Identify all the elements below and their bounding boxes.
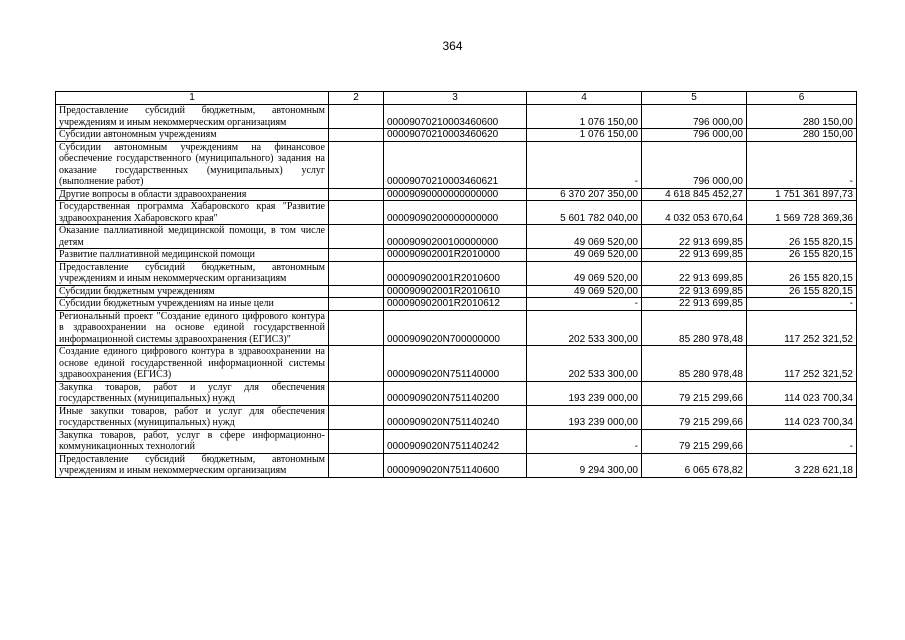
row-col2 <box>329 141 384 188</box>
row-col2 <box>329 105 384 129</box>
row-value-col5: 796 000,00 <box>642 141 747 188</box>
row-value-col6: 26 155 820,15 <box>747 261 857 285</box>
row-description: Субсидии бюджетным учреждениям <box>56 285 329 298</box>
row-description: Предоставление субсидий бюджетным, автономным учреждениям и иным некоммерческим организациям <box>56 453 329 477</box>
row-value-col4: 193 239 000,00 <box>527 381 642 405</box>
row-description: Закупка товаров, работ, услуг в сфере информационно-коммуникационных технологий <box>56 429 329 453</box>
row-value-col4: - <box>527 298 642 311</box>
row-description: Иные закупки товаров, работ и услуг для обеспечения государственных (муниципальных) нужд <box>56 405 329 429</box>
row-col2 <box>329 346 384 382</box>
row-value-col5: 4 618 845 452,27 <box>642 188 747 201</box>
row-value-col6: 26 155 820,15 <box>747 285 857 298</box>
row-value-col5: 85 280 978,48 <box>642 346 747 382</box>
table-body <box>56 105 857 478</box>
column-header-1: 1 <box>56 92 329 105</box>
row-description: Предоставление субсидий бюджетным, автономным учреждениям и иным некоммерческим организациям <box>56 105 329 129</box>
row-description: Другие вопросы в области здравоохранения <box>56 188 329 201</box>
row-code: 00009090200100000000 <box>384 225 527 249</box>
row-col2 <box>329 429 384 453</box>
table-row <box>56 201 857 225</box>
row-col2 <box>329 261 384 285</box>
row-value-col4: 49 069 520,00 <box>527 261 642 285</box>
row-code: 00009070210003460600 <box>384 105 527 129</box>
row-code: 0000909020N751140600 <box>384 453 527 477</box>
row-code: 00009070210003460620 <box>384 129 527 142</box>
row-value-col6: 1 569 728 369,36 <box>747 201 857 225</box>
row-value-col4: 193 239 000,00 <box>527 405 642 429</box>
row-value-col5: 22 913 699,85 <box>642 225 747 249</box>
row-description: Субсидии автономным учреждениям на финансовое обеспечение государственного (муниципального) задания на оказание государственных (муниципальных) услуг (выполнение работ) <box>56 141 329 188</box>
table-row <box>56 141 857 188</box>
row-value-col4: 5 601 782 040,00 <box>527 201 642 225</box>
row-description: Субсидии автономным учреждениям <box>56 129 329 142</box>
row-col2 <box>329 188 384 201</box>
column-header-3: 3 <box>384 92 527 105</box>
row-value-col4: 202 533 300,00 <box>527 346 642 382</box>
row-code: 00009090200000000000 <box>384 201 527 225</box>
row-value-col4: - <box>527 429 642 453</box>
row-col2 <box>329 405 384 429</box>
column-header-6: 6 <box>747 92 857 105</box>
row-code: 000090902001R2010600 <box>384 261 527 285</box>
table-row <box>56 310 857 346</box>
row-value-col5: 22 913 699,85 <box>642 261 747 285</box>
row-col2 <box>329 310 384 346</box>
row-value-col6: 114 023 700,34 <box>747 405 857 429</box>
row-value-col6: 280 150,00 <box>747 105 857 129</box>
table-row <box>56 261 857 285</box>
row-value-col5: 79 215 299,66 <box>642 405 747 429</box>
row-code: 00009090000000000000 <box>384 188 527 201</box>
row-value-col4: - <box>527 141 642 188</box>
row-code: 000090902001R2010610 <box>384 285 527 298</box>
row-code: 000090902001R2010612 <box>384 298 527 311</box>
row-value-col5: 796 000,00 <box>642 129 747 142</box>
row-code: 0000909020N751140240 <box>384 405 527 429</box>
row-value-col5: 4 032 053 670,64 <box>642 201 747 225</box>
row-value-col5: 22 913 699,85 <box>642 249 747 262</box>
row-code: 0000909020N751140000 <box>384 346 527 382</box>
row-value-col4: 202 533 300,00 <box>527 310 642 346</box>
row-code: 0000909020N751140200 <box>384 381 527 405</box>
row-value-col5: 85 280 978,48 <box>642 310 747 346</box>
row-col2 <box>329 249 384 262</box>
row-description: Создание единого цифрового контура в здравоохранении на основе единой государственной информационной системы здравоохранения (ЕГИСЗ) <box>56 346 329 382</box>
row-value-col4: 6 370 207 350,00 <box>527 188 642 201</box>
row-code: 0000909020N751140242 <box>384 429 527 453</box>
row-value-col6: - <box>747 141 857 188</box>
row-value-col5: 79 215 299,66 <box>642 429 747 453</box>
row-description: Региональный проект "Создание единого цифрового контура в здравоохранении на основе единой государственной информационной системы здравоохранения (ЕГИСЗ)" <box>56 310 329 346</box>
row-col2 <box>329 129 384 142</box>
budget-table <box>55 91 857 478</box>
row-value-col6: 114 023 700,34 <box>747 381 857 405</box>
row-description: Государственная программа Хабаровского края "Развитие здравоохранения Хабаровского края" <box>56 201 329 225</box>
table-row <box>56 129 857 142</box>
row-value-col4: 9 294 300,00 <box>527 453 642 477</box>
row-col2 <box>329 453 384 477</box>
row-description: Предоставление субсидий бюджетным, автономным учреждениям и иным некоммерческим организациям <box>56 261 329 285</box>
table-header <box>56 92 857 105</box>
row-value-col6: - <box>747 429 857 453</box>
row-value-col5: 6 065 678,82 <box>642 453 747 477</box>
row-value-col5: 796 000,00 <box>642 105 747 129</box>
row-value-col6: 117 252 321,52 <box>747 346 857 382</box>
row-col2 <box>329 285 384 298</box>
row-value-col6: 1 751 361 897,73 <box>747 188 857 201</box>
page-number: 364 <box>442 39 463 53</box>
row-value-col6: - <box>747 298 857 311</box>
table-row <box>56 249 857 262</box>
table-row <box>56 105 857 129</box>
column-header-5: 5 <box>642 92 747 105</box>
table-row <box>56 346 857 382</box>
header-row <box>56 92 857 105</box>
row-value-col5: 22 913 699,85 <box>642 285 747 298</box>
column-header-2: 2 <box>329 92 384 105</box>
row-value-col5: 79 215 299,66 <box>642 381 747 405</box>
row-value-col4: 49 069 520,00 <box>527 285 642 298</box>
row-col2 <box>329 298 384 311</box>
row-value-col6: 117 252 321,52 <box>747 310 857 346</box>
row-value-col4: 49 069 520,00 <box>527 249 642 262</box>
row-code: 0000909020N700000000 <box>384 310 527 346</box>
table-row <box>56 298 857 311</box>
table-row <box>56 381 857 405</box>
row-value-col6: 26 155 820,15 <box>747 249 857 262</box>
table-row <box>56 225 857 249</box>
row-value-col4: 1 076 150,00 <box>527 129 642 142</box>
row-value-col4: 1 076 150,00 <box>527 105 642 129</box>
row-col2 <box>329 201 384 225</box>
row-description: Субсидии бюджетным учреждениям на иные цели <box>56 298 329 311</box>
row-description: Оказание паллиативной медицинской помощи, в том числе детям <box>56 225 329 249</box>
row-col2 <box>329 225 384 249</box>
table-row <box>56 453 857 477</box>
row-code: 000090902001R2010000 <box>384 249 527 262</box>
row-col2 <box>329 381 384 405</box>
table-row <box>56 405 857 429</box>
row-value-col6: 26 155 820,15 <box>747 225 857 249</box>
row-description: Развитие паллиативной медицинской помощи <box>56 249 329 262</box>
row-description: Закупка товаров, работ и услуг для обеспечения государственных (муниципальных) нужд <box>56 381 329 405</box>
row-value-col6: 3 228 621,18 <box>747 453 857 477</box>
table-row <box>56 285 857 298</box>
row-value-col5: 22 913 699,85 <box>642 298 747 311</box>
row-value-col6: 280 150,00 <box>747 129 857 142</box>
row-value-col4: 49 069 520,00 <box>527 225 642 249</box>
column-header-4: 4 <box>527 92 642 105</box>
row-code: 00009070210003460621 <box>384 141 527 188</box>
table-row <box>56 429 857 453</box>
table-row <box>56 188 857 201</box>
